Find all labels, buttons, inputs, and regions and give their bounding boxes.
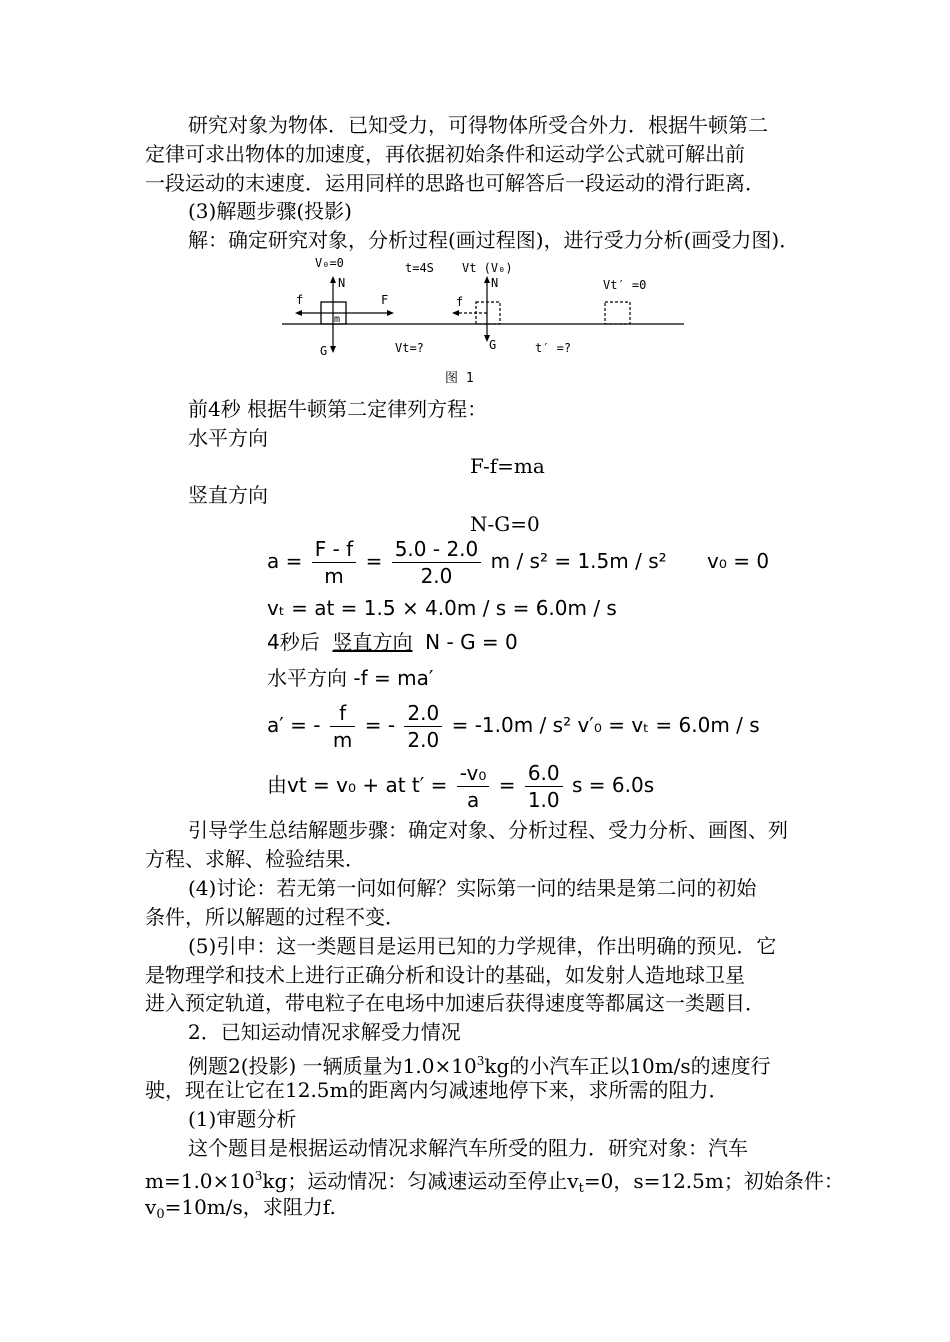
paragraph-line: 进入预定轨道，带电粒子在电场中加速后获得速度等都属这一类题目． xyxy=(145,991,765,1015)
math-line-time: 由vt = v₀ + at t′ = $\frac{\text{-v₀}}{a}$ = $\frac{6.0}{1.0}$ s = 6.0s xyxy=(267,761,655,812)
svg-text:N: N xyxy=(491,276,499,290)
time-label: t=4S xyxy=(405,261,434,275)
equation: F-f=ma xyxy=(470,454,545,478)
paragraph-line: 引导学生总结解题步骤：确定对象、分析过程、受力分析、画图、列 xyxy=(188,818,788,842)
paragraph-line: 研究对象为物体．已知受力，可得物体所受合外力．根据牛顿第二 xyxy=(188,113,768,137)
svg-text:N: N xyxy=(338,276,346,290)
svg-text:t′ =?: t′ =? xyxy=(535,341,572,355)
step-line: 前4秒 根据牛顿第二定律列方程： xyxy=(188,397,488,421)
paragraph-line: 解：确定研究对象，分析过程(画过程图)，进行受力分析(画受力图)． xyxy=(188,228,800,252)
step-line: 水平方向 xyxy=(188,426,268,450)
math-line-deceleration: a′ = - $\frac{f}{m}$ = - $\frac{2.0}{2.0}$ = -1.0m / s² v′₀ = vₜ = 6.0m / s xyxy=(267,701,760,752)
paragraph-line: 定律可求出物体的加速度，再依据初始条件和运动学公式就可解出前 xyxy=(145,142,745,166)
equation: N-G=0 xyxy=(470,512,540,536)
vt-v0-label: Vt (V₀) xyxy=(462,261,513,275)
paragraph-line: 条件，所以解题的过程不变． xyxy=(145,905,405,929)
paragraph-line: $m=1.0\times 10^3kg$；运动情况：匀减速运动至停止$v_t=0$，s=12.5m；初始条件： xyxy=(145,1169,844,1196)
math-line-after4s: 4秒后 竖直方向 N - G = 0 xyxy=(267,630,518,654)
section-heading: (1)审题分析 xyxy=(188,1107,297,1131)
vt-prime-label: Vt′ =0 xyxy=(603,278,647,292)
paragraph-line: (5)引申：这一类题目是运用已知的力学规律，作出明确的预见．它 xyxy=(188,934,777,958)
v0-label: V₀=0 xyxy=(315,256,344,270)
step-line: 竖直方向 xyxy=(188,483,268,507)
paragraph-line: 这个题目是根据运动情况求解汽车所受的阻力．研究对象：汽车 xyxy=(188,1136,748,1160)
svg-text:f: f xyxy=(296,293,304,307)
process-diagram xyxy=(270,252,700,392)
math-line-velocity: vₜ = at = 1.5 × 4.0m / s = 6.0m / s xyxy=(267,596,617,620)
paragraph-line: 驶，现在让它在12.5m的距离内匀减速地停下来，求所需的阻力． xyxy=(145,1078,729,1102)
paragraph-line: 是物理学和技术上进行正确分析和设计的基础，如发射人造地球卫星 xyxy=(145,963,745,987)
svg-text:F: F xyxy=(381,293,389,307)
math-line-acceleration: a = $\frac{F - f}{m}$ = $\frac{5.0 - 2.0}{2.0}$ m / s² = 1.5m / s² v₀ = 0 xyxy=(267,537,770,588)
paragraph-line: (4)讨论：若无第一问如何解？实际第一问的结果是第二问的初始 xyxy=(188,876,757,900)
section-heading: (3)解题步骤(投影) xyxy=(188,199,352,223)
svg-text:f: f xyxy=(456,295,464,309)
svg-text:G: G xyxy=(489,338,497,352)
paragraph-line: 方程、求解、检验结果． xyxy=(145,847,365,871)
paragraph-line: 例题2(投影) 一辆质量为$1.0\times 10^3kg$的小汽车正以10m/s的速度行 xyxy=(188,1054,771,1078)
section-heading: 2．已知运动情况求解受力情况 xyxy=(188,1020,461,1044)
svg-text:m: m xyxy=(334,314,341,325)
paragraph-line: 一段运动的末速度．运用同样的思路也可解答后一段运动的滑行距离． xyxy=(145,171,765,195)
paragraph-line: $v_0=10m/s$，求阻力f. xyxy=(145,1195,336,1222)
svg-text:G: G xyxy=(320,344,328,358)
svg-text:Vt=?: Vt=? xyxy=(395,341,424,355)
figure-caption: 图 1 xyxy=(445,371,474,386)
math-line-horizontal: 水平方向 -f = ma′ xyxy=(267,666,434,690)
block-3 xyxy=(605,302,630,324)
